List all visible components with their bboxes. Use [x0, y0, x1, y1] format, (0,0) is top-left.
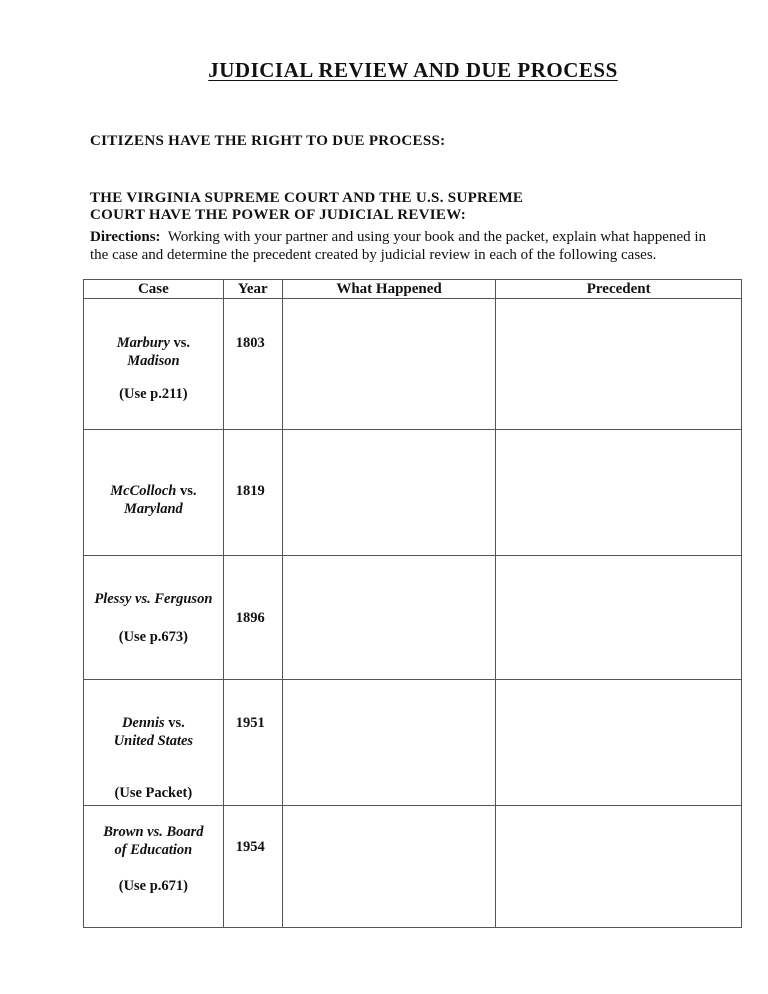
what-happened-cell[interactable]	[282, 299, 496, 430]
year: 1896	[235, 610, 265, 626]
page-title	[0, 58, 768, 83]
case-party1: Marbury	[116, 335, 170, 351]
case-vs: vs.	[164, 715, 185, 731]
case-vs: vs.	[176, 483, 197, 499]
case-party2: Maryland	[123, 501, 183, 517]
directions-label: Directions:	[90, 229, 161, 245]
case-party2: of Education	[114, 842, 193, 858]
case-vs: vs.	[169, 335, 191, 351]
case-party1: Dennis	[121, 715, 165, 731]
table-row	[84, 806, 742, 928]
case-party2: Madison	[127, 353, 180, 369]
case-party2: United States	[113, 733, 194, 749]
case-party1: McColloch	[110, 483, 177, 499]
what-happened-cell[interactable]	[282, 556, 496, 680]
title-text: JUDICIAL REVIEW AND DUE PROCESS	[208, 58, 618, 82]
year-cell	[223, 556, 282, 680]
judicial-review-heading-line1: THE VIRGINIA SUPREME COURT AND THE U.S. SUPREME	[90, 190, 524, 206]
table-header-row	[84, 280, 742, 299]
directions	[90, 228, 710, 264]
page-note: (Use p.671)	[118, 878, 189, 894]
table-row	[84, 680, 742, 806]
table-row	[84, 556, 742, 680]
year: 1951	[235, 715, 265, 731]
case-cell	[84, 430, 224, 556]
header-case: Case	[84, 280, 224, 299]
page-note: (Use p.673)	[118, 629, 189, 645]
year-cell	[223, 806, 282, 928]
cases-table	[83, 279, 742, 928]
case-cell	[84, 556, 224, 680]
precedent-cell[interactable]	[496, 680, 742, 806]
precedent-cell[interactable]	[496, 299, 742, 430]
year: 1819	[235, 483, 265, 499]
case-party1: Brown vs. Board	[103, 824, 204, 840]
case-party1: Plessy vs. Ferguson	[94, 591, 213, 607]
header-precedent: Precedent	[496, 280, 742, 299]
year: 1803	[235, 335, 265, 351]
due-process-heading: CITIZENS HAVE THE RIGHT TO DUE PROCESS:	[90, 133, 446, 149]
table-row	[84, 299, 742, 430]
what-happened-cell[interactable]	[282, 806, 496, 928]
what-happened-cell[interactable]	[282, 430, 496, 556]
year-cell	[223, 430, 282, 556]
page-note: (Use p.211)	[119, 386, 188, 402]
judicial-review-heading-line2: COURT HAVE THE POWER OF JUDICIAL REVIEW:	[90, 207, 466, 223]
what-happened-cell[interactable]	[282, 680, 496, 806]
precedent-cell[interactable]	[496, 430, 742, 556]
year: 1954	[235, 839, 265, 855]
case-cell	[84, 299, 224, 430]
page-note: (Use Packet)	[114, 785, 193, 801]
case-cell	[84, 806, 224, 928]
header-year: Year	[223, 280, 282, 299]
year-cell	[223, 680, 282, 806]
year-cell	[223, 299, 282, 430]
header-what-happened: What Happened	[282, 280, 496, 299]
precedent-cell[interactable]	[496, 556, 742, 680]
directions-text: Working with your partner and using your book and the packet, explain what happened in the case and determine the precedent created by judicial review in each of the following cases.	[90, 229, 707, 263]
case-cell	[84, 680, 224, 806]
precedent-cell[interactable]	[496, 806, 742, 928]
table-row	[84, 430, 742, 556]
